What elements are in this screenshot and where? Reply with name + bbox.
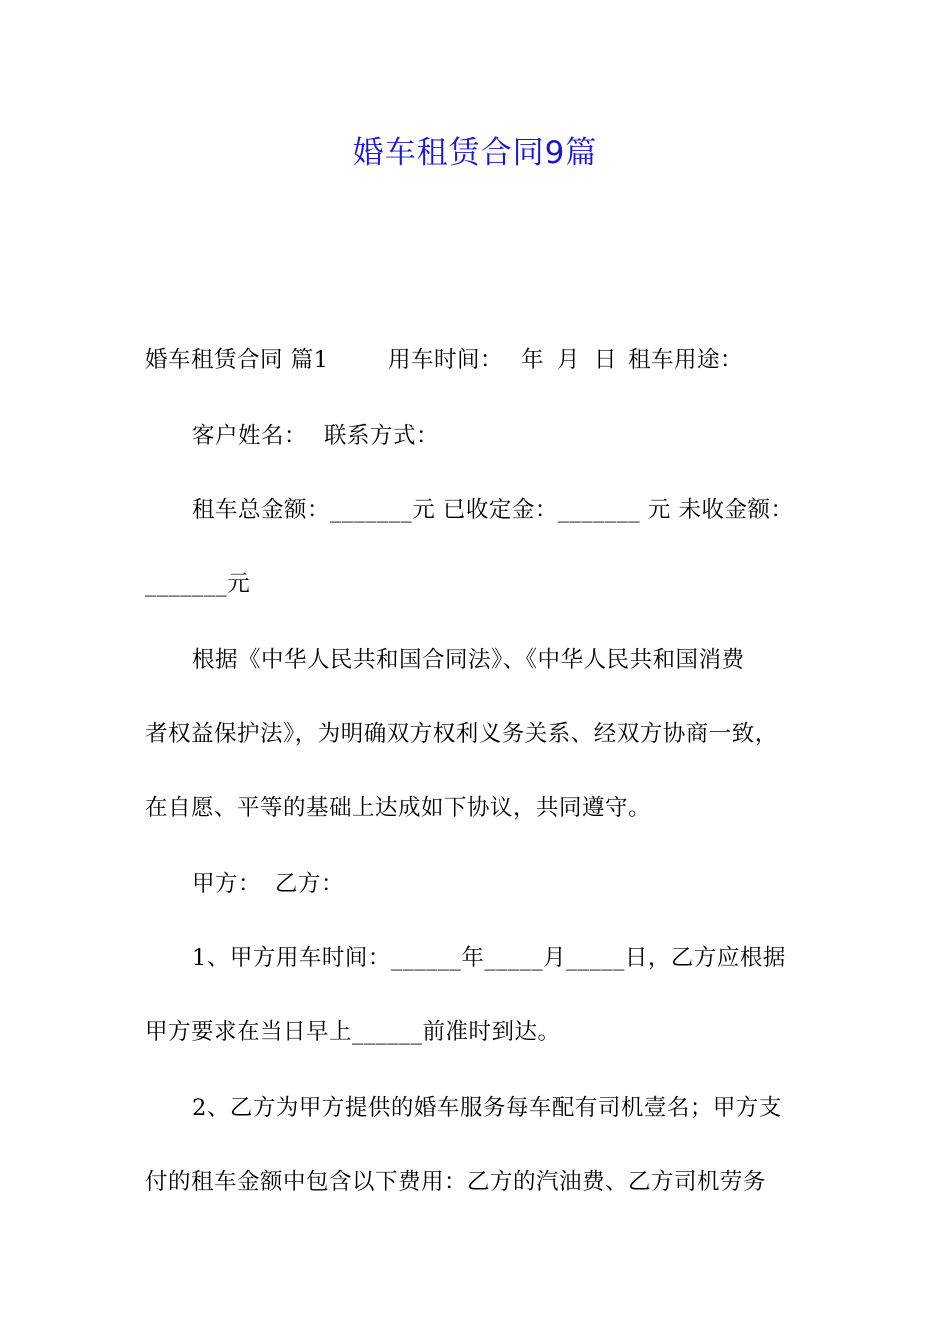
clause-text: 1、甲方用车时间：______年_____月_____日，乙方应根据 bbox=[192, 945, 786, 971]
contact-label: 联系方式： bbox=[324, 423, 440, 449]
document-title: 婚车租赁合同9篇 bbox=[352, 135, 598, 171]
clause-text: 甲方要求在当日早上______前准时到达。 bbox=[145, 1019, 561, 1045]
paragraph-text: 在自愿、平等的基础上达成如下协议，共同遵守。 bbox=[145, 795, 652, 821]
rental-purpose-label: 租车用途： bbox=[628, 347, 744, 373]
party-a-label: 甲方： bbox=[192, 871, 262, 897]
contract-section-label: 婚车租赁合同 篇1 bbox=[145, 347, 329, 373]
clause-text: 付的租车金额中包含以下费用：乙方的汽油费、乙方司机劳务 bbox=[145, 1169, 767, 1195]
usage-time-label: 用车时间： bbox=[388, 347, 504, 373]
party-b-label: 乙方： bbox=[275, 871, 345, 897]
paragraph-text: 根据《中华人民共和国合同法》、《中华人民共和国消费 bbox=[192, 647, 745, 673]
day-label: 日 bbox=[594, 347, 618, 373]
clause-text: 2、乙方为甲方提供的婚车服务每车配有司机壹名；甲方支 bbox=[192, 1095, 782, 1121]
month-label: 月 bbox=[557, 347, 581, 373]
paragraph-text: 者权益保护法》，为明确双方权利义务关系、经双方协商一致， bbox=[145, 721, 778, 747]
unpaid-amount-text: _______元 bbox=[145, 571, 251, 597]
amount-text: 租车总金额：_______元 已收定金：_______ 元 未收金额： bbox=[192, 497, 794, 523]
customer-name-label: 客户姓名： bbox=[192, 423, 308, 449]
year-label: 年 bbox=[521, 347, 545, 373]
